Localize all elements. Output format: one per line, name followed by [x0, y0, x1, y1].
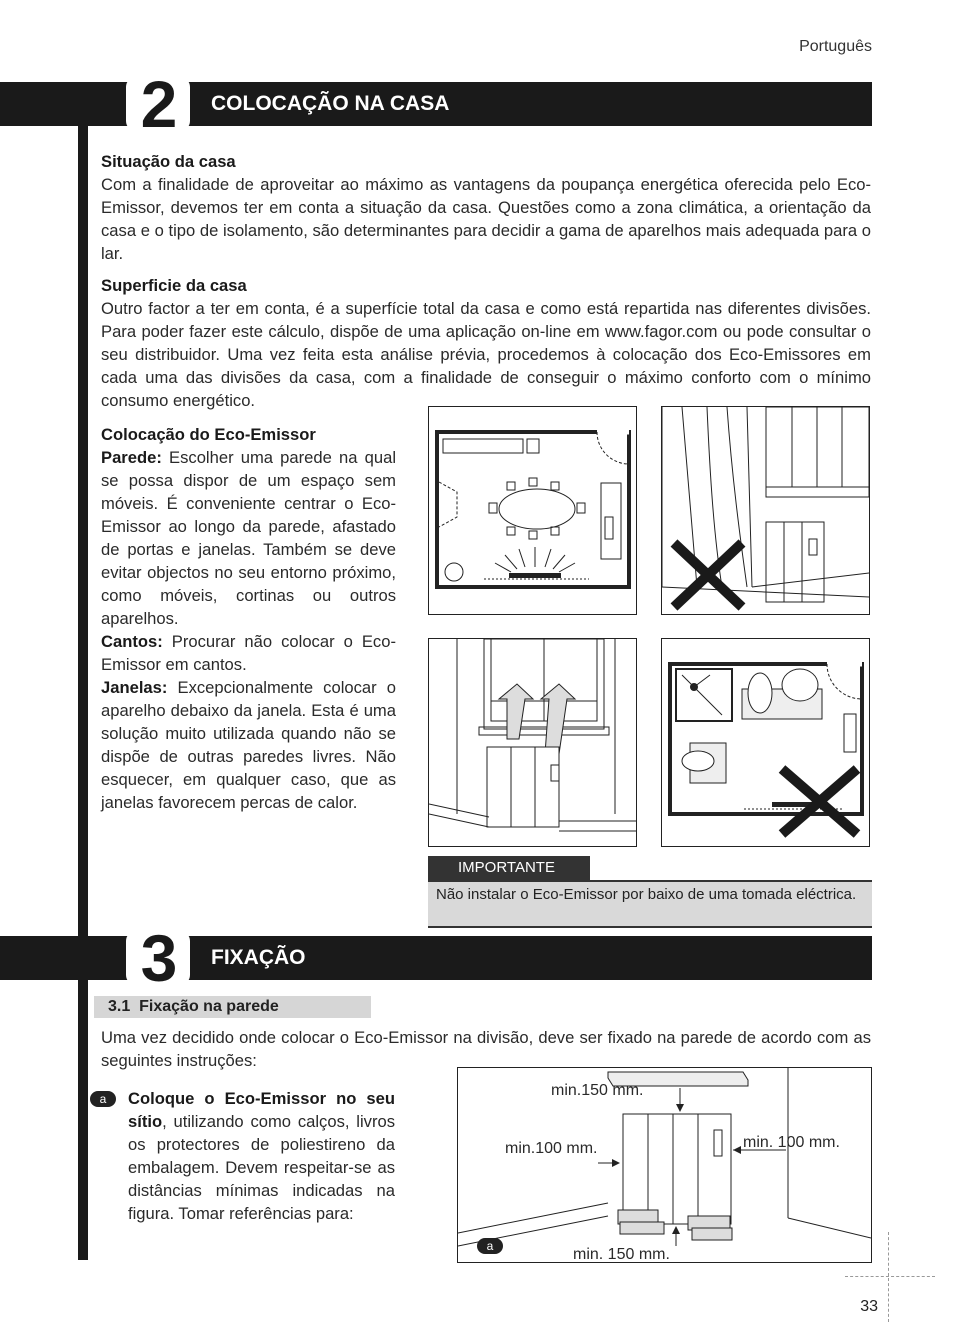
- step-a-text: [128, 1087, 395, 1225]
- clearance-left-label: min.100 mm.: [505, 1140, 598, 1157]
- clearances-illustration: [458, 1068, 871, 1262]
- floorplan-living-illustration: [429, 407, 636, 614]
- section-2-title: COLOCAÇÃO NA CASA: [211, 92, 450, 115]
- section-3-sidebar-bar: [78, 980, 88, 1260]
- subsection-number: 3.1: [108, 998, 131, 1015]
- figure-a-badge: a: [477, 1238, 503, 1254]
- clearance-bottom-label: min. 150 mm.: [573, 1246, 670, 1263]
- colocacao-text: [101, 446, 396, 814]
- step-a-body: , utilizando como calços, livros os protectores de poliestireno da embalagem. Devem respeitar-se as distâncias mínimas indicadas na figura. Tomar referências para:: [128, 1112, 395, 1223]
- bathroom-corner-illustration: [662, 639, 869, 846]
- fixacao-intro: Uma vez decidido onde colocar o Eco-Emissor na divisão, deve ser fixado na parede de acordo com as seguintes instruções:: [101, 1028, 871, 1070]
- cantos-body: Procurar não colocar o Eco-Emissor em cantos.: [101, 632, 396, 674]
- crop-mark-vertical: [888, 1232, 889, 1322]
- important-tab: IMPORTANTE: [428, 856, 590, 880]
- section-2-number-box: [126, 67, 190, 141]
- step-a-badge: a: [90, 1091, 116, 1107]
- figure-bathroom-corner: [661, 638, 870, 847]
- crop-mark-horizontal: [845, 1276, 935, 1277]
- subsection-title: Fixação na parede: [139, 998, 279, 1015]
- section-3-number: 3: [140, 921, 176, 995]
- janelas-body: Excepcionalmente colocar o aparelho debaixo da janela. Esta é uma solução muito utilizada quando não se dispõe de outras paredes livres. Não esquecer, em qualquer caso, que as janelas favorecem percas de calor.: [101, 678, 396, 812]
- subsection-3-1-heading: [94, 996, 371, 1018]
- parede-label: Parede:: [101, 448, 162, 467]
- situacao-heading: Situação da casa: [101, 152, 236, 171]
- figure-floorplan-living: [428, 406, 637, 615]
- cantos-label: Cantos:: [101, 632, 163, 651]
- language-label: Português: [799, 38, 872, 55]
- under-window-illustration: [429, 639, 636, 846]
- clearance-top-label: min.150 mm.: [551, 1082, 644, 1099]
- superficie-body: Outro factor a ter em conta, é a superfície total da casa e como está repartida nas diferentes divisões. Para poder fazer este cálculo, dispõe de uma aplicação on-line em www.fagor.com ou pode consultar o seu distribuidor. Uma vez feita esta análise prévia, procedemos à colocação dos Eco-Emissores em cada uma das divisões da casa, com a finalidade de conseguir o máximo conforto com o mínimo consumo energético.: [101, 299, 871, 410]
- superficie-heading: Superficie da casa: [101, 276, 247, 295]
- curtain-corner-illustration: [662, 407, 869, 614]
- clearance-right-label: min. 100 mm.: [743, 1134, 840, 1151]
- section-3-title: FIXAÇÃO: [211, 946, 306, 969]
- page-number: 33: [860, 1298, 878, 1315]
- step-a-bold: Coloque o Eco-Emissor no seu sítio: [128, 1089, 395, 1131]
- figure-under-window: [428, 638, 637, 847]
- janelas-label: Janelas:: [101, 678, 168, 697]
- section-2-number: 2: [140, 67, 176, 141]
- section-2-sidebar-bar: [78, 126, 88, 936]
- figure-clearances: [457, 1067, 872, 1263]
- section-3-number-box: [126, 921, 190, 995]
- colocacao-heading: Colocação do Eco-Emissor: [101, 425, 316, 444]
- situacao-body: Com a finalidade de aproveitar ao máximo as vantagens da poupança energética oferecida pelo Eco-Emissor, devemos ter em conta a situação da casa. Questões como a zona climática, a orientação da casa e o tipo de isolamento, são determinantes para decidir a gama de aparelhos mais adequada para o lar.: [101, 175, 871, 263]
- parede-body: Escolher uma parede na qual se possa dispor de um espaço sem móveis. É conveniente centrar o Eco-Emissor ao longo da parede, afastado de portas e janelas. Também se deve evitar objectos no seu entorno próximo, como móveis, cortinas ou outros aparelhos.: [101, 448, 396, 628]
- figure-curtain-corner: [661, 406, 870, 615]
- important-body: Não instalar o Eco-Emissor por baixo de uma tomada eléctrica.: [428, 880, 872, 928]
